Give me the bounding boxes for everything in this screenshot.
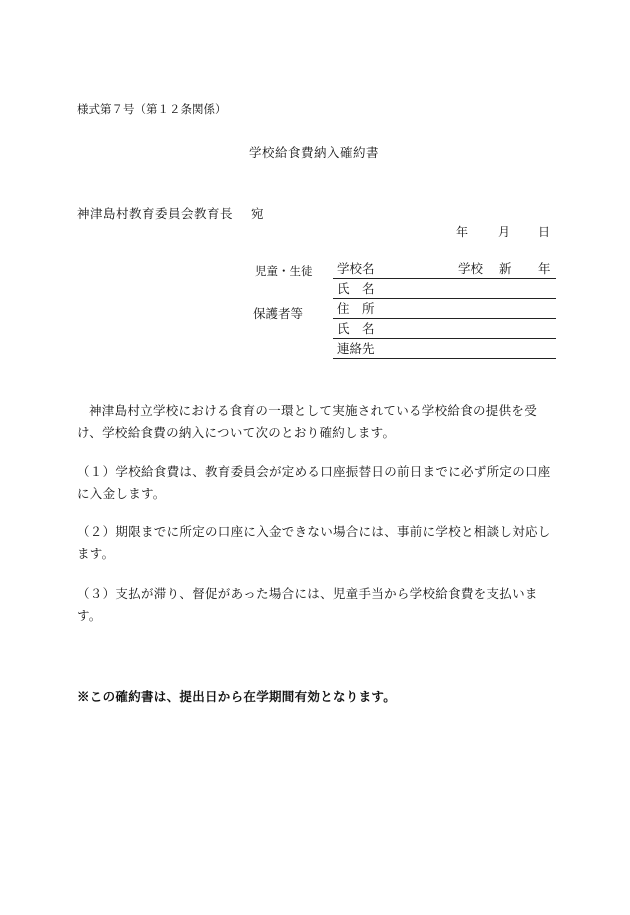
date-day-label: 日	[538, 225, 551, 239]
date-line	[456, 223, 550, 240]
contact-label: 連絡先	[337, 341, 375, 356]
document-title: 学校給食費納入確約書	[249, 145, 380, 160]
new-label: 新	[499, 261, 512, 276]
school-suffix-label: 学校	[458, 261, 484, 276]
clause-1: （１）学校給食費は、教育委員会が定める口座振替日の前日までに必ず所定の口座に入金します。	[77, 464, 551, 501]
addressee-name: 神津島村教育委員会教育長	[77, 206, 234, 221]
guardian-name-field[interactable]	[333, 320, 556, 339]
student-label: 児童・生徒	[255, 264, 313, 278]
school-name-label: 学校名	[337, 261, 375, 276]
intro-text: 神津島村立学校における食育の一環として実施されている学校給食の提供を受け、学校給食費の納入について次のとおり確約します。	[77, 403, 538, 440]
contact-field[interactable]	[333, 340, 556, 359]
address-field[interactable]	[333, 300, 556, 319]
form-number: 様式第７号（第１２条関係）	[77, 102, 227, 116]
validity-note: ※この確約書は、提出日から在学期間有効となります。	[77, 689, 397, 704]
guardian-name-label: 氏 名	[337, 321, 375, 336]
address-label: 住 所	[337, 301, 375, 316]
school-name-field[interactable]	[333, 260, 556, 279]
date-month-label: 月	[498, 225, 511, 239]
student-name-field[interactable]	[333, 280, 556, 299]
grade-year-label: 年	[538, 261, 551, 276]
intro-paragraph	[77, 400, 561, 444]
addressee	[77, 204, 264, 222]
date-year-label: 年	[456, 225, 469, 239]
clause-3: （３）支払が滞り、督促があった場合には、児童手当から学校給食費を支払います。	[77, 586, 538, 623]
addressee-honorific: 宛	[251, 206, 265, 221]
student-name-label: 氏 名	[337, 281, 375, 296]
clause-2: （２）期限までに所定の口座に入金できない場合には、事前に学校と相談し対応します。	[77, 524, 551, 561]
guardian-label: 保護者等	[253, 306, 304, 321]
